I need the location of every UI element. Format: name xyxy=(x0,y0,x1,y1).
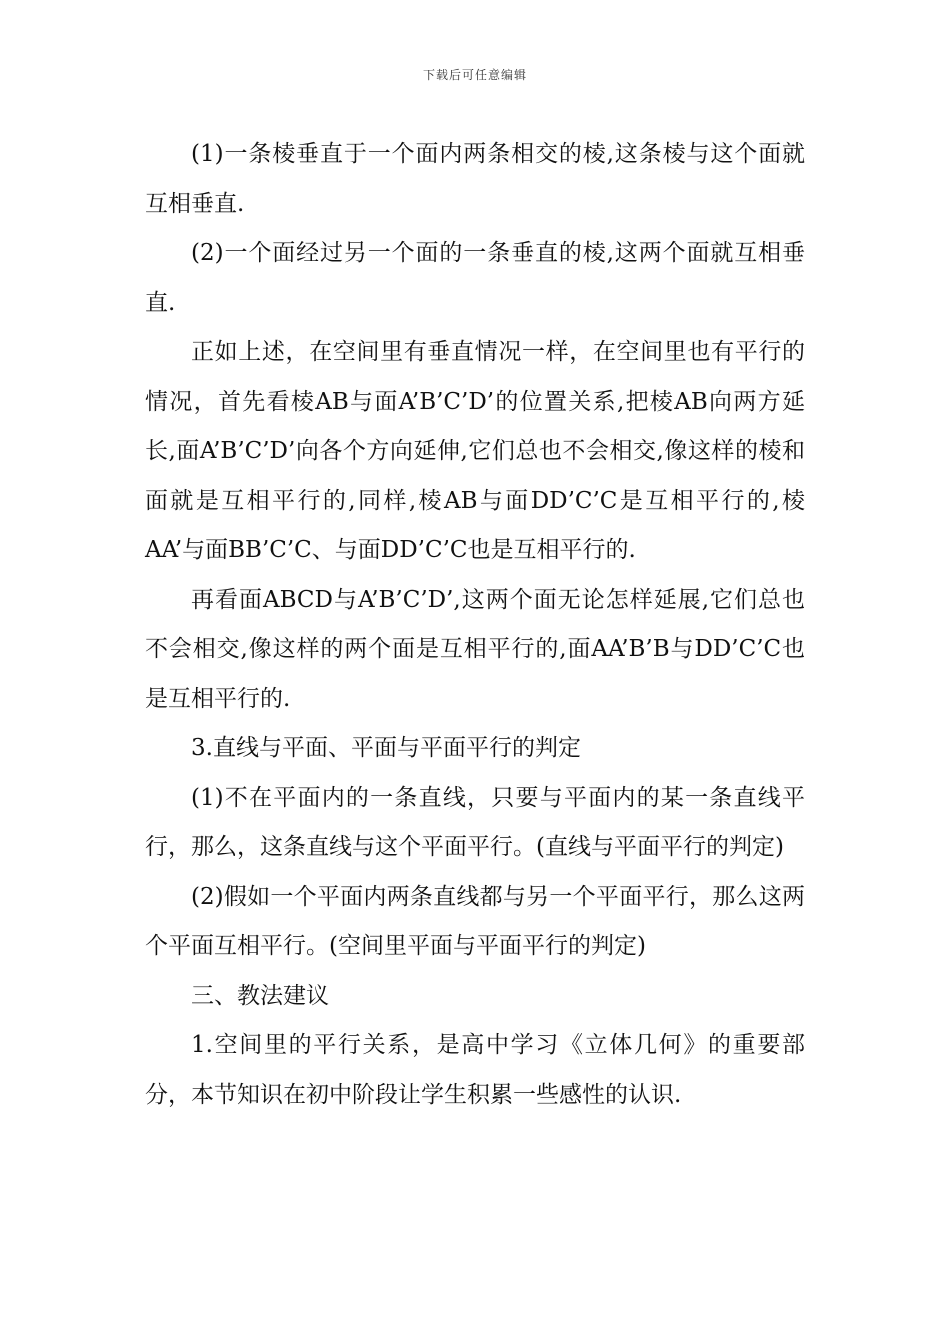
section-heading-parallel-criteria: 3.直线与平面、平面与平面平行的判定 xyxy=(191,735,581,761)
section-heading-teaching-suggestions: 三、教法建议 xyxy=(191,982,329,1009)
page-header-note: 下载后可任意编辑 xyxy=(422,68,527,82)
paragraph-perpendicular-line-plane: (1)一条棱垂直于一个面内两条相交的棱,这条棱与这个面就互相垂直. xyxy=(145,141,805,217)
paragraph-parallel-edge-face: 正如上述，在空间里有垂直情况一样，在空间里也有平行的情况，首先看棱AB与面A’B’C’D’的位置关系,把棱AB向两方延长,面A’B’C’D’向各个方向延伸,它们总也不会相交,像这样的棱和面就是互相平行的,同样,棱AB与面DD’C’C是互相平行的,棱AA’与面BB’C’C、与面DD’C’C也是互相平行的. xyxy=(145,339,805,563)
paragraph-line-plane-criterion: (1)不在平面内的一条直线，只要与平面内的某一条直线平行，那么，这条直线与这个平面平行。(直线与平面平行的判定) xyxy=(145,784,805,860)
paragraph-parallel-faces: 再看面ABCD与A’B’C’D’,这两个面无论怎样延展,它们总也不会相交,像这样的两个面是互相平行的,面AA’B’B与DD’C’C也是互相平行的. xyxy=(145,586,805,712)
paragraph-plane-plane-criterion: (2)假如一个平面内两条直线都与另一个平面平行，那么这两个平面互相平行。(空间里平面与平面平行的判定) xyxy=(145,883,805,959)
paragraph-perpendicular-planes: (2)一个面经过另一个面的一条垂直的棱,这两个面就互相垂直. xyxy=(145,240,805,316)
document-body xyxy=(145,130,805,1120)
paragraph-suggestion-1: 1.空间里的平行关系，是高中学习《立体几何》的重要部分，本节知识在初中阶段让学生积累一些感性的认识. xyxy=(145,1032,805,1108)
